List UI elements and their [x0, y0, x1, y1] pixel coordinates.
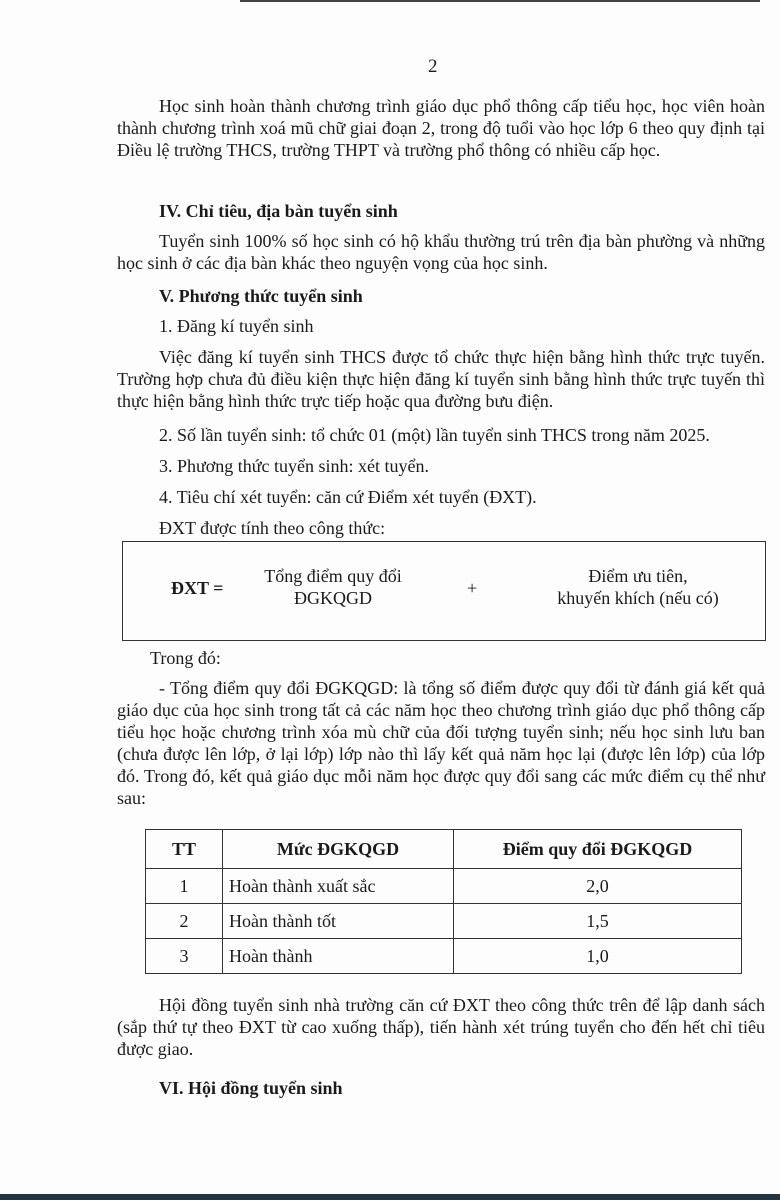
item-1: 1. Đăng kí tuyển sinh: [159, 316, 314, 336]
cell-level: Hoàn thành: [223, 939, 454, 974]
formula-term1: [243, 565, 423, 609]
cell-tt: 3: [146, 939, 223, 974]
heading-v: V. Phương thức tuyển sinh: [159, 286, 363, 306]
table-header-row: [146, 830, 742, 869]
conversion-table: [145, 829, 742, 974]
cell-score: 1,5: [454, 904, 742, 939]
scan-edge-top: [240, 0, 760, 2]
trong-do-label: Trong đó:: [150, 648, 221, 668]
header-level: Mức ĐGKQGD: [223, 830, 454, 869]
cell-score: 1,0: [454, 939, 742, 974]
formula-term2: [533, 565, 743, 609]
heading-vi: VI. Hội đồng tuyển sinh: [159, 1078, 343, 1098]
formula-term1-line2: ĐGKQGD: [294, 588, 372, 608]
cell-tt: 1: [146, 869, 223, 904]
heading-iv: IV. Chỉ tiêu, địa bàn tuyển sinh: [159, 201, 398, 221]
item-4: 4. Tiêu chí xét tuyển: căn cứ Điểm xét tuyển (ĐXT).: [159, 487, 537, 507]
formula-intro: ĐXT được tính theo công thức:: [159, 518, 386, 538]
formula-plus: +: [467, 578, 478, 598]
cell-score: 2,0: [454, 869, 742, 904]
scan-edge-bottom: [0, 1194, 780, 1200]
formula-lhs: ĐXT =: [171, 578, 224, 598]
formula-box: [122, 541, 766, 641]
header-score: Điểm quy đổi ĐGKQGD: [454, 830, 742, 869]
paragraph-conversion: - Tổng điểm quy đổi ĐGKQGD: là tổng số điểm được quy đổi từ đánh giá kết quả giáo dục của học sinh trong tất cả các năm học theo chương trình giáo dục phổ thông cấp tiểu học hoặc chương trình xóa mù chữ của đối tượng tuyển sinh; nếu học sinh lưu ban (chưa được lên lớp, ở lại lớp) lớp nào thì lấy kết quả năm học lại (được lên lớp) của lớp đó. Trong đó, kết quả giáo dục mỗi năm học được quy đổi sang các mức điểm cụ thể như sau:: [117, 678, 765, 808]
formula-term1-line1: Tổng điểm quy đổi: [264, 566, 402, 586]
table-row: [146, 869, 742, 904]
item-2: 2. Số lần tuyển sinh: tổ chức 01 (một) lần tuyển sinh THCS trong năm 2025.: [159, 425, 710, 445]
formula-term2-line1: Điểm ưu tiên,: [588, 566, 688, 586]
cell-tt: 2: [146, 904, 223, 939]
paragraph-council-decision: Hội đồng tuyển sinh nhà trường căn cứ ĐXT theo công thức trên để lập danh sách (sắp thứ tự theo ĐXT từ cao xuống thấp), tiến hành xét trúng tuyển cho đến hết chỉ tiêu được giao.: [117, 995, 765, 1059]
table-row: [146, 939, 742, 974]
table-row: [146, 904, 742, 939]
formula-term2-line2: khuyến khích (nếu có): [557, 588, 719, 608]
cell-level: Hoàn thành xuất sắc: [223, 869, 454, 904]
item-3: 3. Phương thức tuyển sinh: xét tuyển.: [159, 456, 430, 476]
paragraph-registration: Việc đăng kí tuyển sinh THCS được tổ chức thực hiện bằng hình thức trực tuyến. Trường hợp chưa đủ điều kiện thực hiện đăng kí tuyển sinh bằng hình thức trực tuyến thì thực hiện bằng hình thức trực tiếp hoặc qua đường bưu điện.: [117, 347, 765, 411]
cell-level: Hoàn thành tốt: [223, 904, 454, 939]
paragraph-eligibility: Học sinh hoàn thành chương trình giáo dục phổ thông cấp tiểu học, học viên hoàn thành chương trình xoá mũ chữ giai đoạn 2, trong độ tuổi vào học lớp 6 theo quy định tại Điều lệ trường THCS, trường THPT và trường phổ thông có nhiều cấp học.: [117, 96, 765, 160]
page-number: 2: [428, 56, 438, 77]
header-tt: TT: [146, 830, 223, 869]
paragraph-quota: Tuyển sinh 100% số học sinh có hộ khẩu thường trú trên địa bàn phường và những học sinh ở các địa bàn khác theo nguyện vọng của học sinh.: [117, 231, 765, 273]
